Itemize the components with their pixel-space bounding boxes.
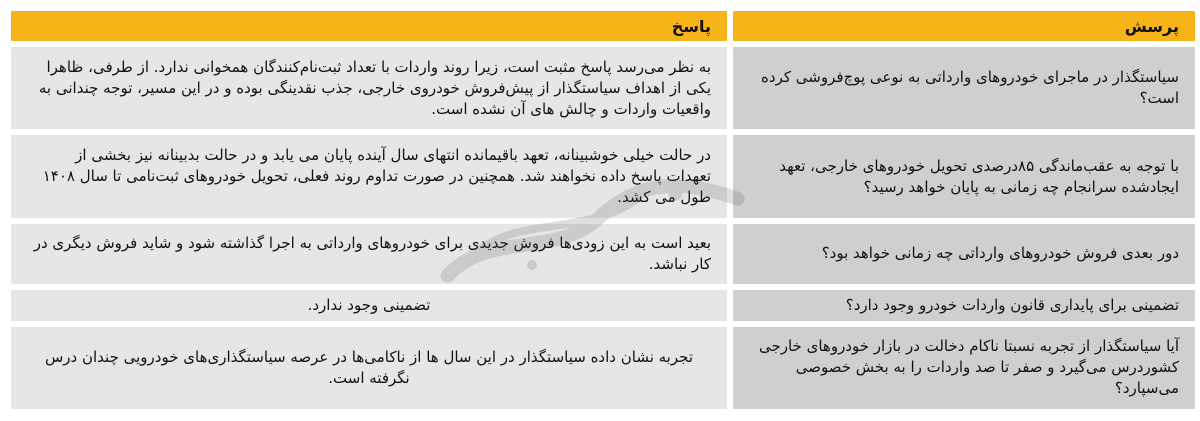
- answer-cell: بعید است به این زودی‌ها فروش جدیدی برای خودروهای وارداتی به اجرا گذاشته شود و شاید فروش دیگری در کار نباشد.: [11, 224, 727, 284]
- question-cell: با توجه به عقب‌ماندگی ۸۵درصدی تحویل خودروهای خارجی، تعهد ایجادشده سرانجام چه زمانی به پایان خواهد رسید؟: [733, 135, 1195, 217]
- table-row: [11, 290, 1195, 321]
- answer-cell: تجربه نشان داده سیاستگذار در این سال ها از ناکامی‌ها در عرصه سیاستگذاری‌های خودرویی چندان درس نگرفته است.: [11, 327, 727, 409]
- table-row: [11, 135, 1195, 217]
- table-row: [11, 47, 1195, 129]
- qa-table: [5, 5, 1200, 415]
- question-cell: تضمینی برای پایداری قانون واردات خودرو وجود دارد؟: [733, 290, 1195, 321]
- table-row: [11, 327, 1195, 409]
- question-header: پرسش: [733, 11, 1195, 41]
- question-cell: سیاستگذار در ماجرای خودروهای وارداتی به نوعی پوچ‌فروشی کرده است؟: [733, 47, 1195, 129]
- answer-cell: به نظر می‌رسد پاسخ مثبت است، زیرا روند واردات با تعداد ثبت‌نام‌کنندگان همخوانی ندارد. از طرفی، ظاهرا یکی از اهداف سیاستگذار از پیش‌فروش خودروی خارجی، جذب نقدینگی بوده و در این مسیر، توجه چندانی به واقعیات واردات و چالش های آن نشده است.: [11, 47, 727, 129]
- question-cell: آیا سیاستگذار از تجربه نسبتا ناکام دخالت در بازار خودروهای خارجی کشوردرس می‌گیرد و صفر تا صد واردات را به بخش خصوصی می‌سپارد؟: [733, 327, 1195, 409]
- answer-cell: تضمینی وجود ندارد.: [11, 290, 727, 321]
- question-cell: دور بعدی فروش خودروهای وارداتی چه زمانی خواهد بود؟: [733, 224, 1195, 284]
- table-row: [11, 224, 1195, 284]
- answer-cell: در حالت خیلی خوشبینانه، تعهد باقیمانده انتهای سال آینده پایان می یابد و در حالت بدبینانه نیز بخشی از تعهدات پاسخ داده نخواهند شد. همچنین در صورت تداوم روند فعلی، تحویل خودروهای ثبت‌نامی تا سال ۱۴۰۸ طول می کشد.: [11, 135, 727, 217]
- header-row: [11, 11, 1195, 41]
- answer-header: پاسخ: [11, 11, 727, 41]
